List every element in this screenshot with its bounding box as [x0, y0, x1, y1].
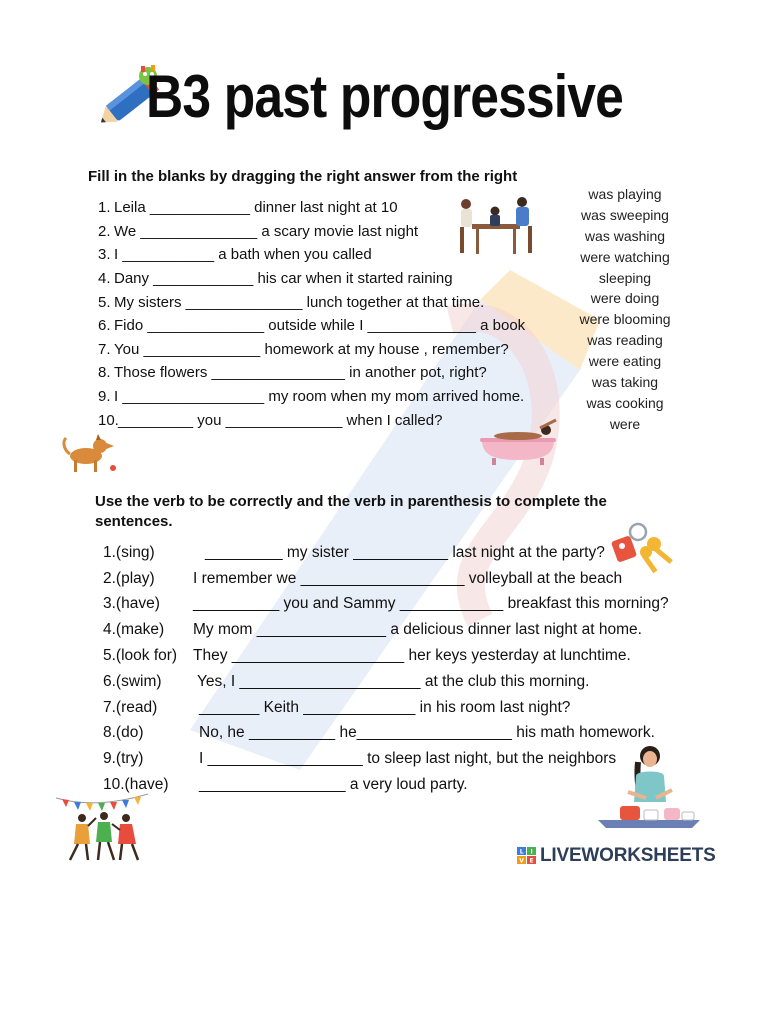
item-text: _________ you ______________ when I called? [118, 411, 443, 429]
verb-label: 7.(read) [103, 698, 158, 716]
bathtub-illustration [474, 418, 564, 468]
section2-item [103, 669, 669, 695]
item-number: 3. [98, 246, 111, 264]
item-text: Leila ____________ dinner last night at 10 [114, 199, 398, 217]
word-bank-option[interactable]: was sweeping [581, 206, 669, 223]
word-bank-option[interactable]: were eating [588, 353, 662, 370]
word-bank-option[interactable]: were blooming [579, 311, 671, 328]
svg-text:L: L [519, 848, 524, 856]
verb-label: 8.(do) [103, 724, 144, 742]
verb-label: 1.(sing) [103, 543, 155, 561]
item-text: I __________________ to sleep last night, but the neighbors [199, 750, 617, 768]
item-text: You ______________ homework at my house , remember? [114, 340, 509, 358]
section2-item [103, 721, 669, 747]
section2-instruction: Use the verb to be correctly and the verb in parenthesis to complete the sentences. [95, 493, 607, 530]
section1-item [98, 314, 525, 338]
item-text: Yes, I _____________________ at the club this morning. [197, 672, 590, 690]
item-text: Dany ____________ his car when it started raining [114, 270, 453, 288]
item-text: Those flowers ________________ in another pot, right? [114, 364, 487, 382]
section1-item [98, 408, 525, 432]
item-text: My mom _______________ a delicious dinner last night at home. [193, 621, 642, 639]
section2-item [103, 695, 669, 721]
section2-item [103, 746, 669, 772]
liveworksheets-logo [517, 845, 716, 867]
verb-label: 2.(play) [103, 569, 155, 587]
word-bank-option[interactable]: were doing [590, 290, 660, 307]
item-number: 9. [98, 388, 111, 406]
svg-text:I: I [530, 848, 533, 856]
item-text: I ___________ a bath when you called [114, 246, 372, 264]
word-bank-option[interactable]: was cooking [586, 394, 664, 411]
section1-item [98, 338, 525, 362]
item-number: 10. [98, 411, 119, 429]
verb-label: 5.(look for) [103, 647, 178, 665]
verb-label: 6.(swim) [103, 672, 162, 690]
item-text: I _________________ my room when my mom arrived home. [114, 388, 525, 406]
item-text: They ____________________ her keys yesterday at lunchtime. [193, 647, 631, 665]
word-bank-option[interactable]: was playing [588, 186, 662, 202]
item-number: 5. [98, 293, 111, 311]
section2-item [103, 566, 669, 592]
word-bank [566, 184, 684, 435]
word-bank-option[interactable]: was washing [584, 227, 666, 244]
brand-name: LIVEWORKSHEETS [540, 845, 716, 866]
family-dinner-illustration [450, 194, 542, 258]
item-number: 1. [98, 199, 111, 217]
dog-illustration [58, 432, 120, 476]
page-title: B3 past progressive [146, 63, 623, 130]
woman-cooking-illustration [592, 742, 706, 834]
section2-item [103, 643, 669, 669]
section1-instruction: Fill in the blanks by dragging the right answer from the right [88, 168, 518, 185]
section2-item [103, 617, 669, 643]
verb-label: 9.(try) [103, 750, 144, 768]
section1-item [98, 361, 525, 385]
section2-item [103, 772, 669, 798]
verb-label: 10.(have) [103, 776, 169, 794]
section1-item [98, 385, 525, 409]
word-bank-option[interactable]: were [609, 415, 641, 432]
item-number: 8. [98, 364, 111, 382]
word-bank-option[interactable]: was taking [591, 374, 659, 391]
item-number: 6. [98, 317, 111, 335]
word-bank-option[interactable]: sleeping [598, 269, 652, 286]
word-bank-option[interactable]: were watching [580, 248, 670, 265]
section2-item [103, 592, 669, 618]
item-text: _________ my sister ___________ last night at the party? [205, 543, 605, 561]
item-text: No, he __________ he__________________ his math homework. [199, 724, 655, 742]
item-text: _________________ a very loud party. [199, 776, 468, 794]
item-text: We ______________ a scary movie last night [114, 222, 419, 240]
section2-item [103, 540, 669, 566]
svg-text:E: E [529, 857, 534, 865]
section1-item [98, 267, 525, 291]
item-number: 4. [98, 270, 111, 288]
party-dancers-illustration [54, 790, 150, 862]
section2-sentences [103, 540, 669, 798]
verb-label: 4.(make) [103, 621, 165, 639]
item-text: __________ you and Sammy ____________ breakfast this morning? [193, 595, 669, 613]
item-text: _______ Keith _____________ in his room last night? [199, 698, 571, 716]
liveworksheets-mark-icon [517, 847, 537, 865]
item-text: I remember we ___________________ volleyball at the beach [193, 569, 623, 587]
svg-text:V: V [519, 857, 524, 865]
item-number: 2. [98, 222, 111, 240]
word-bank-option[interactable]: was reading [587, 332, 663, 349]
item-text: Fido ______________ outside while I _____________ a book [114, 317, 526, 335]
item-number: 7. [98, 340, 111, 358]
section1-item [98, 290, 525, 314]
verb-label: 3.(have) [103, 595, 160, 613]
item-text: My sisters ______________ lunch together at that time. [114, 293, 485, 311]
